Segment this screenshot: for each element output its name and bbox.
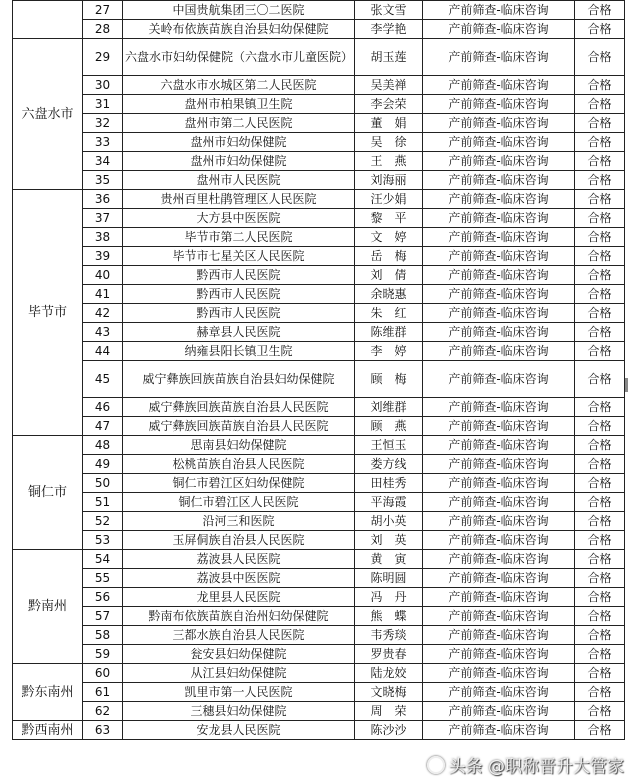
region-cell-prev — [13, 1, 83, 39]
row-number: 53 — [83, 531, 123, 550]
hospital-cell: 毕节市七星关区人民医院 — [123, 247, 355, 266]
hospital-cell: 毕节市第二人民医院 — [123, 228, 355, 247]
name-cell: 刘维群 — [355, 398, 423, 417]
project-cell: 产前筛查-临床咨询 — [423, 133, 575, 152]
region-cell: 黔东南州 — [13, 664, 83, 721]
name-cell: 陈明圆 — [355, 569, 423, 588]
hospital-cell: 盘州市第二人民医院 — [123, 114, 355, 133]
project-cell: 产前筛查-临床咨询 — [423, 607, 575, 626]
result-cell: 合格 — [575, 39, 625, 76]
table-row — [13, 607, 625, 626]
table-row — [13, 285, 625, 304]
table-row — [13, 512, 625, 531]
result-cell: 合格 — [575, 20, 625, 39]
hospital-cell: 龙里县人民医院 — [123, 588, 355, 607]
hospital-cell: 凯里市第一人民医院 — [123, 683, 355, 702]
result-cell: 合格 — [575, 398, 625, 417]
hospital-cell: 中国贵航集团三〇二医院 — [123, 1, 355, 20]
table-row — [13, 683, 625, 702]
row-number: 41 — [83, 285, 123, 304]
result-cell: 合格 — [575, 304, 625, 323]
table-row — [13, 39, 625, 76]
row-number: 46 — [83, 398, 123, 417]
hospital-cell: 威宁彝族回族苗族自治县人民医院 — [123, 398, 355, 417]
result-cell: 合格 — [575, 190, 625, 209]
result-cell: 合格 — [575, 228, 625, 247]
hospital-cell: 黔西市人民医院 — [123, 266, 355, 285]
name-cell: 吴美禅 — [355, 76, 423, 95]
row-number: 61 — [83, 683, 123, 702]
watermark-logo-icon — [427, 756, 445, 774]
project-cell: 产前筛查-临床咨询 — [423, 228, 575, 247]
name-cell: 刘海丽 — [355, 171, 423, 190]
project-cell: 产前筛查-临床咨询 — [423, 683, 575, 702]
name-cell: 王恒玉 — [355, 436, 423, 455]
result-cell: 合格 — [575, 512, 625, 531]
hospital-cell: 荔波县中医医院 — [123, 569, 355, 588]
name-cell: 熊 蝶 — [355, 607, 423, 626]
name-cell: 陈维群 — [355, 323, 423, 342]
name-cell: 张文雪 — [355, 1, 423, 20]
name-cell: 韦秀琰 — [355, 626, 423, 645]
result-cell: 合格 — [575, 702, 625, 721]
hospital-cell: 六盘水市妇幼保健院（六盘水市儿童医院） — [123, 39, 355, 76]
row-number: 36 — [83, 190, 123, 209]
hospital-cell: 从江县妇幼保健院 — [123, 664, 355, 683]
table-row — [13, 171, 625, 190]
row-number: 32 — [83, 114, 123, 133]
name-cell: 汪少娟 — [355, 190, 423, 209]
project-cell: 产前筛查-临床咨询 — [423, 114, 575, 133]
hospital-cell: 荔波县人民医院 — [123, 550, 355, 569]
result-cell: 合格 — [575, 133, 625, 152]
hospital-cell: 六盘水市水城区第二人民医院 — [123, 76, 355, 95]
table-row — [13, 190, 625, 209]
row-number: 62 — [83, 702, 123, 721]
project-cell: 产前筛查-临床咨询 — [423, 626, 575, 645]
name-cell: 刘 倩 — [355, 266, 423, 285]
row-number: 40 — [83, 266, 123, 285]
result-cell: 合格 — [575, 531, 625, 550]
name-cell: 平海霞 — [355, 493, 423, 512]
result-cell: 合格 — [575, 285, 625, 304]
result-cell: 合格 — [575, 550, 625, 569]
table-row — [13, 228, 625, 247]
result-cell: 合格 — [575, 588, 625, 607]
hospital-cell: 大方县中医医院 — [123, 209, 355, 228]
row-number: 29 — [83, 39, 123, 76]
table-row — [13, 645, 625, 664]
row-number: 63 — [83, 721, 123, 740]
table-row — [13, 398, 625, 417]
result-cell: 合格 — [575, 76, 625, 95]
project-cell: 产前筛查-临床咨询 — [423, 569, 575, 588]
hospital-cell: 盘州市人民医院 — [123, 171, 355, 190]
project-cell: 产前筛查-临床咨询 — [423, 266, 575, 285]
project-cell: 产前筛查-临床咨询 — [423, 20, 575, 39]
result-cell: 合格 — [575, 664, 625, 683]
hospital-cell: 盘州市柏果镇卫生院 — [123, 95, 355, 114]
name-cell: 吴 徐 — [355, 133, 423, 152]
result-cell: 合格 — [575, 247, 625, 266]
result-cell: 合格 — [575, 436, 625, 455]
hospital-cell: 安龙县人民医院 — [123, 721, 355, 740]
result-cell: 合格 — [575, 209, 625, 228]
hospital-cell: 贵州百里杜鹃管理区人民医院 — [123, 190, 355, 209]
table-row — [13, 114, 625, 133]
name-cell: 罗贵春 — [355, 645, 423, 664]
result-cell: 合格 — [575, 493, 625, 512]
row-number: 57 — [83, 607, 123, 626]
project-cell: 产前筛查-临床咨询 — [423, 285, 575, 304]
row-number: 27 — [83, 1, 123, 20]
project-cell: 产前筛查-临床咨询 — [423, 702, 575, 721]
row-number: 60 — [83, 664, 123, 683]
project-cell: 产前筛查-临床咨询 — [423, 304, 575, 323]
row-number: 43 — [83, 323, 123, 342]
row-number: 39 — [83, 247, 123, 266]
name-cell: 胡小英 — [355, 512, 423, 531]
hospital-cell: 盘州市妇幼保健院 — [123, 133, 355, 152]
table-row — [13, 588, 625, 607]
project-cell: 产前筛查-临床咨询 — [423, 417, 575, 436]
hospital-cell: 玉屏侗族自治县人民医院 — [123, 531, 355, 550]
result-cell: 合格 — [575, 171, 625, 190]
region-cell: 黔西南州 — [13, 721, 83, 740]
project-cell: 产前筛查-临床咨询 — [423, 209, 575, 228]
hospital-cell: 赫章县人民医院 — [123, 323, 355, 342]
row-number: 47 — [83, 417, 123, 436]
table-row — [13, 531, 625, 550]
row-number: 38 — [83, 228, 123, 247]
table-row — [13, 474, 625, 493]
table-row — [13, 436, 625, 455]
name-cell: 陈沙沙 — [355, 721, 423, 740]
name-cell: 田桂秀 — [355, 474, 423, 493]
results-sheet — [12, 0, 624, 740]
hospital-cell: 盘州市妇幼保健院 — [123, 152, 355, 171]
row-number: 58 — [83, 626, 123, 645]
result-cell: 合格 — [575, 95, 625, 114]
result-cell: 合格 — [575, 152, 625, 171]
watermark — [423, 752, 624, 777]
project-cell: 产前筛查-临床咨询 — [423, 531, 575, 550]
name-cell: 周 荣 — [355, 702, 423, 721]
name-cell: 岳 梅 — [355, 247, 423, 266]
result-cell: 合格 — [575, 607, 625, 626]
name-cell: 胡玉莲 — [355, 39, 423, 76]
row-number: 33 — [83, 133, 123, 152]
hospital-cell: 黔南布依族苗族自治州妇幼保健院 — [123, 607, 355, 626]
hospital-cell: 威宁彝族回族苗族自治县妇幼保健院 — [123, 361, 355, 398]
name-cell: 李 婷 — [355, 342, 423, 361]
hospital-cell: 思南县妇幼保健院 — [123, 436, 355, 455]
project-cell: 产前筛查-临床咨询 — [423, 721, 575, 740]
hospital-cell: 三都水族自治县人民医院 — [123, 626, 355, 645]
result-cell: 合格 — [575, 721, 625, 740]
watermark-text: 头条 @职称晋升大管家 — [448, 757, 624, 777]
name-cell: 黎 平 — [355, 209, 423, 228]
project-cell: 产前筛查-临床咨询 — [423, 1, 575, 20]
hospital-cell: 铜仁市碧江区妇幼保健院 — [123, 474, 355, 493]
name-cell: 文 婷 — [355, 228, 423, 247]
result-cell: 合格 — [575, 114, 625, 133]
table-row — [13, 95, 625, 114]
table-row — [13, 266, 625, 285]
table-row — [13, 342, 625, 361]
name-cell: 娄方线 — [355, 455, 423, 474]
row-number: 28 — [83, 20, 123, 39]
name-cell: 陆龙姣 — [355, 664, 423, 683]
table-row — [13, 361, 625, 398]
table-row — [13, 417, 625, 436]
region-cell: 黔南州 — [13, 550, 83, 664]
project-cell: 产前筛查-临床咨询 — [423, 247, 575, 266]
name-cell: 顾 燕 — [355, 417, 423, 436]
table-row — [13, 247, 625, 266]
table-row — [13, 133, 625, 152]
result-cell: 合格 — [575, 323, 625, 342]
table-row — [13, 493, 625, 512]
table-row — [13, 702, 625, 721]
result-cell: 合格 — [575, 417, 625, 436]
project-cell: 产前筛查-临床咨询 — [423, 436, 575, 455]
result-cell: 合格 — [575, 1, 625, 20]
project-cell: 产前筛查-临床咨询 — [423, 493, 575, 512]
table-row — [13, 152, 625, 171]
hospital-cell: 三穗县妇幼保健院 — [123, 702, 355, 721]
project-cell: 产前筛查-临床咨询 — [423, 76, 575, 95]
result-cell: 合格 — [575, 342, 625, 361]
table-row — [13, 20, 625, 39]
name-cell: 顾 梅 — [355, 361, 423, 398]
row-number: 54 — [83, 550, 123, 569]
region-cell: 六盘水市 — [13, 39, 83, 190]
row-number: 52 — [83, 512, 123, 531]
row-number: 50 — [83, 474, 123, 493]
project-cell: 产前筛查-临床咨询 — [423, 512, 575, 531]
row-number: 34 — [83, 152, 123, 171]
table-row — [13, 664, 625, 683]
table-row — [13, 323, 625, 342]
hospital-cell: 沿河三和医院 — [123, 512, 355, 531]
results-table — [12, 0, 625, 740]
project-cell: 产前筛查-临床咨询 — [423, 398, 575, 417]
row-number: 35 — [83, 171, 123, 190]
hospital-cell: 松桃苗族自治县人民医院 — [123, 455, 355, 474]
hospital-cell: 黔西市人民医院 — [123, 285, 355, 304]
result-cell: 合格 — [575, 645, 625, 664]
result-cell: 合格 — [575, 474, 625, 493]
result-cell: 合格 — [575, 266, 625, 285]
name-cell: 黄 寅 — [355, 550, 423, 569]
name-cell: 王 燕 — [355, 152, 423, 171]
row-number: 56 — [83, 588, 123, 607]
name-cell: 刘 英 — [355, 531, 423, 550]
project-cell: 产前筛查-临床咨询 — [423, 152, 575, 171]
project-cell: 产前筛查-临床咨询 — [423, 323, 575, 342]
project-cell: 产前筛查-临床咨询 — [423, 95, 575, 114]
result-cell: 合格 — [575, 361, 625, 398]
hospital-cell: 关岭布依族苗族自治县妇幼保健院 — [123, 20, 355, 39]
table-row — [13, 1, 625, 20]
hospital-cell: 瓮安县妇幼保健院 — [123, 645, 355, 664]
hospital-cell: 黔西市人民医院 — [123, 304, 355, 323]
project-cell: 产前筛查-临床咨询 — [423, 645, 575, 664]
project-cell: 产前筛查-临床咨询 — [423, 361, 575, 398]
row-number: 42 — [83, 304, 123, 323]
hospital-cell: 纳雍县阳长镇卫生院 — [123, 342, 355, 361]
table-row — [13, 304, 625, 323]
project-cell: 产前筛查-临床咨询 — [423, 550, 575, 569]
hospital-cell: 威宁彝族回族苗族自治县人民医院 — [123, 417, 355, 436]
result-cell: 合格 — [575, 569, 625, 588]
table-row — [13, 209, 625, 228]
result-cell: 合格 — [575, 683, 625, 702]
project-cell: 产前筛查-临床咨询 — [423, 664, 575, 683]
project-cell: 产前筛查-临床咨询 — [423, 190, 575, 209]
table-row — [13, 626, 625, 645]
row-number: 51 — [83, 493, 123, 512]
result-cell: 合格 — [575, 626, 625, 645]
name-cell: 余晓惠 — [355, 285, 423, 304]
name-cell: 朱 红 — [355, 304, 423, 323]
hospital-cell: 铜仁市碧江区人民医院 — [123, 493, 355, 512]
project-cell: 产前筛查-临床咨询 — [423, 342, 575, 361]
row-number: 55 — [83, 569, 123, 588]
row-number: 59 — [83, 645, 123, 664]
row-number: 44 — [83, 342, 123, 361]
name-cell: 李会荣 — [355, 95, 423, 114]
table-row — [13, 721, 625, 740]
row-number: 48 — [83, 436, 123, 455]
row-number: 30 — [83, 76, 123, 95]
result-cell: 合格 — [575, 455, 625, 474]
row-number: 49 — [83, 455, 123, 474]
row-number: 37 — [83, 209, 123, 228]
name-cell: 冯 丹 — [355, 588, 423, 607]
project-cell: 产前筛查-临床咨询 — [423, 474, 575, 493]
row-number: 31 — [83, 95, 123, 114]
region-cell: 毕节市 — [13, 190, 83, 436]
table-row — [13, 569, 625, 588]
project-cell: 产前筛查-临床咨询 — [423, 171, 575, 190]
name-cell: 李学艳 — [355, 20, 423, 39]
project-cell: 产前筛查-临床咨询 — [423, 588, 575, 607]
name-cell: 董 娟 — [355, 114, 423, 133]
project-cell: 产前筛查-临床咨询 — [423, 39, 575, 76]
table-row — [13, 550, 625, 569]
name-cell: 文晓梅 — [355, 683, 423, 702]
table-row — [13, 455, 625, 474]
region-cell: 铜仁市 — [13, 436, 83, 550]
row-number: 45 — [83, 361, 123, 398]
page-edge-marker — [625, 378, 628, 392]
project-cell: 产前筛查-临床咨询 — [423, 455, 575, 474]
table-row — [13, 76, 625, 95]
